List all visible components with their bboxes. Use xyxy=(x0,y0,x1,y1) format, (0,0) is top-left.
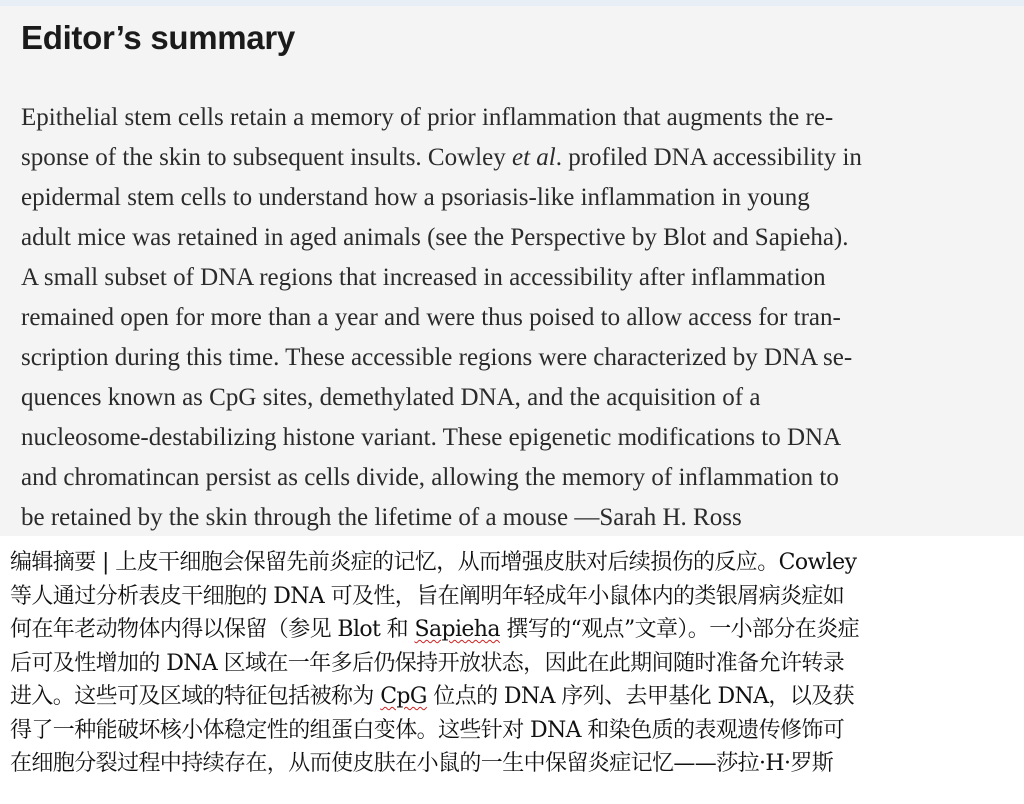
translation-text: 得了一种能破坏核小体稳定性的组蛋白变体。这些针对 DNA 和染色质的表观遗传修饰可 xyxy=(10,717,845,743)
summary-text: nucleosome-destabilizing histone variant. These epigenetic modifications to DNA xyxy=(21,424,842,451)
summary-text: A small subset of DNA regions that increased in accessibility after inflammation xyxy=(21,264,826,291)
summary-text: adult mice was retained in aged animals (see the Perspective by Blot and Sapieha). xyxy=(21,224,849,251)
summary-text: be retained by the skin through the lifetime of a mouse —Sarah H. Ross xyxy=(21,504,742,531)
summary-line xyxy=(21,498,1011,538)
translation-line xyxy=(10,747,1020,781)
summary-line xyxy=(21,138,1011,178)
summary-line xyxy=(21,338,1011,378)
summary-text: epidermal stem cells to understand how a psoriasis-like inflammation in young xyxy=(21,184,810,211)
summary-line xyxy=(21,378,1011,418)
summary-text: scription during this time. These accessible regions were characterized by DNA se- xyxy=(21,344,853,371)
spellcheck-flagged-word[interactable]: CpG xyxy=(380,684,427,709)
summary-line xyxy=(21,418,1011,458)
summary-line xyxy=(21,258,1011,298)
summary-line xyxy=(21,98,1011,138)
summary-heading: Editor’s summary xyxy=(21,19,295,56)
summary-body xyxy=(21,98,1011,538)
translation-text: 何在年老动物体内得以保留（参见 Blot 和 xyxy=(10,617,415,642)
translation-line xyxy=(10,546,1020,580)
translation-text: 撰写的“观点”文章）。一小部分在炎症 xyxy=(499,617,859,642)
spellcheck-flagged-word[interactable]: Sapieha xyxy=(414,617,500,642)
translation-line xyxy=(10,647,1020,681)
translation-line xyxy=(10,680,1020,714)
summary-line xyxy=(21,298,1011,338)
translation-text: 进入。这些可及区域的特征包括被称为 xyxy=(10,684,381,709)
translation-text: 编辑摘要 | 上皮干细胞会保留先前炎症的记忆，从而增强皮肤对后续损伤的反应。Cowley xyxy=(10,550,857,575)
translation-text: 在细胞分裂过程中持续存在，从而使皮肤在小鼠的一生中保留炎症记忆——莎拉·H·罗斯 xyxy=(10,751,834,776)
translation-text: 等人通过分析表皮干细胞的 DNA 可及性，旨在阐明年轻成年小鼠体内的类银屑病炎症如 xyxy=(10,583,845,609)
summary-line xyxy=(21,218,1011,258)
translation-line xyxy=(10,580,1020,614)
summary-line xyxy=(21,178,1011,218)
translation-panel xyxy=(0,536,1024,804)
summary-line xyxy=(21,458,1011,498)
translation-line xyxy=(10,613,1020,647)
summary-text: sponse of the skin to subsequent insults. Cowley xyxy=(21,144,512,171)
translation-line xyxy=(10,714,1020,748)
summary-text-italic: et al xyxy=(511,144,556,171)
summary-text: remained open for more than a year and were thus poised to allow access for tran- xyxy=(21,304,841,331)
summary-text: Epithelial stem cells retain a memory of prior inflammation that augments the re- xyxy=(21,104,834,131)
translation-body xyxy=(10,546,1020,781)
summary-text: quences known as CpG sites, demethylated DNA, and the acquisition of a xyxy=(21,384,761,411)
editors-summary-panel xyxy=(0,6,1024,536)
summary-text: . profiled DNA accessibility in xyxy=(555,144,862,171)
translation-text: 后可及性增加的 DNA 区域在一年多后仍保持开放状态，因此在此期间随时准备允许转录 xyxy=(10,650,845,676)
translation-text: 位点的 DNA 序列、去甲基化 DNA，以及获 xyxy=(426,684,855,709)
summary-text: and chromatincan persist as cells divide, allowing the memory of inflammation to xyxy=(21,464,839,491)
